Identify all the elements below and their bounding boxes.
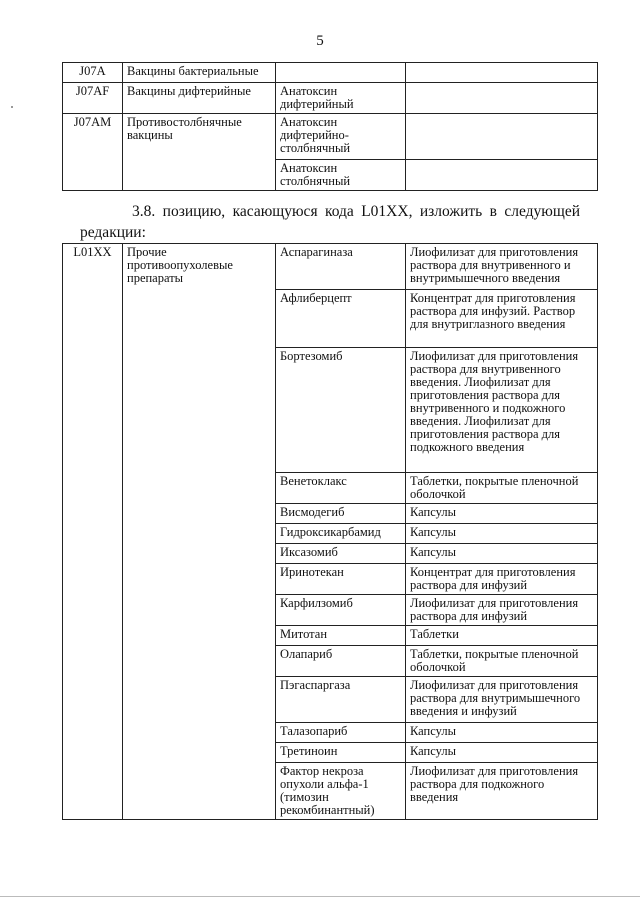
dosage-form: Лиофилизат для приготовления раствора для подкожного введения [406, 763, 598, 820]
dosage-form: Таблетки, покрытые пленочной оболочкой [406, 646, 598, 677]
atc-code: J07AF [63, 83, 123, 114]
paragraph-line: 3.8. позицию, касающуюся кода L01XX, изложить в следующей [132, 203, 580, 220]
dosage-form: Лиофилизат для приготовления раствора для внутримышечного введения и инфузий [406, 677, 598, 723]
drug-name: Олапариб [276, 646, 406, 677]
dosage-form [406, 160, 598, 191]
atc-code: L01XX [63, 244, 123, 820]
dosage-form [406, 83, 598, 114]
table-row [63, 114, 598, 160]
drug-name: Анатоксин дифтерийно-столбнячный [276, 114, 406, 160]
dosage-form: Капсулы [406, 524, 598, 544]
atc-code: J07A [63, 63, 123, 83]
dosage-form: Лиофилизат для приготовления раствора для инфузий [406, 595, 598, 626]
group-name: Вакцины дифтерийные [123, 83, 276, 114]
dosage-form: Капсулы [406, 743, 598, 763]
paragraph-line: редакции: [80, 224, 146, 241]
dosage-form: Концентрат для приготовления раствора для инфузий. Раствор для внутриглазного введения [406, 290, 598, 348]
dosage-form [406, 63, 598, 83]
group-name: Противостолбнячные вакцины [123, 114, 276, 191]
drug-name: Аспарагиназа [276, 244, 406, 290]
dosage-form [406, 114, 598, 160]
atc-code: J07AM [63, 114, 123, 191]
drug-name: Бортезомиб [276, 348, 406, 473]
table-row [63, 83, 598, 114]
drug-name: Карфилзомиб [276, 595, 406, 626]
scan-speck [11, 106, 13, 108]
dosage-form: Концентрат для приготовления раствора для инфузий [406, 564, 598, 595]
drug-name: Венетоклакс [276, 473, 406, 504]
table-row [63, 63, 598, 83]
page-number: 5 [316, 33, 324, 49]
drug-name: Гидроксикарбамид [276, 524, 406, 544]
page-edge [0, 896, 640, 897]
antineoplastic-table [62, 243, 598, 820]
drug-name: Фактор некроза опухоли альфа-1 (тимозин рекомбинантный) [276, 763, 406, 820]
drug-name: Митотан [276, 626, 406, 646]
drug-name: Анатоксин дифтерийный [276, 83, 406, 114]
drug-name: Иксазомиб [276, 544, 406, 564]
drug-name: Анатоксин столбнячный [276, 160, 406, 191]
table-row [63, 244, 598, 290]
amendment-paragraph [80, 201, 580, 243]
vaccines-table [62, 62, 598, 191]
group-name: Вакцины бактериальные [123, 63, 276, 83]
drug-name [276, 63, 406, 83]
dosage-form: Капсулы [406, 544, 598, 564]
dosage-form: Лиофилизат для приготовления раствора для внутривенного введения. Лиофилизат для приготовления раствора для внутривенного и подкожного введения. Лиофилизат для приготовления раствора для подкожного введения [406, 348, 598, 473]
drug-name: Висмодегиб [276, 504, 406, 524]
dosage-form: Лиофилизат для приготовления раствора для внутривенного и внутримышечного введения [406, 244, 598, 290]
group-name: Прочие противоопухолевые препараты [123, 244, 276, 820]
dosage-form: Таблетки [406, 626, 598, 646]
drug-name: Талазопариб [276, 723, 406, 743]
dosage-form: Капсулы [406, 723, 598, 743]
dosage-form: Капсулы [406, 504, 598, 524]
drug-name: Третиноин [276, 743, 406, 763]
drug-name: Афлиберцепт [276, 290, 406, 348]
dosage-form: Таблетки, покрытые пленочной оболочкой [406, 473, 598, 504]
drug-name: Пэгаспаргаза [276, 677, 406, 723]
drug-name: Иринотекан [276, 564, 406, 595]
